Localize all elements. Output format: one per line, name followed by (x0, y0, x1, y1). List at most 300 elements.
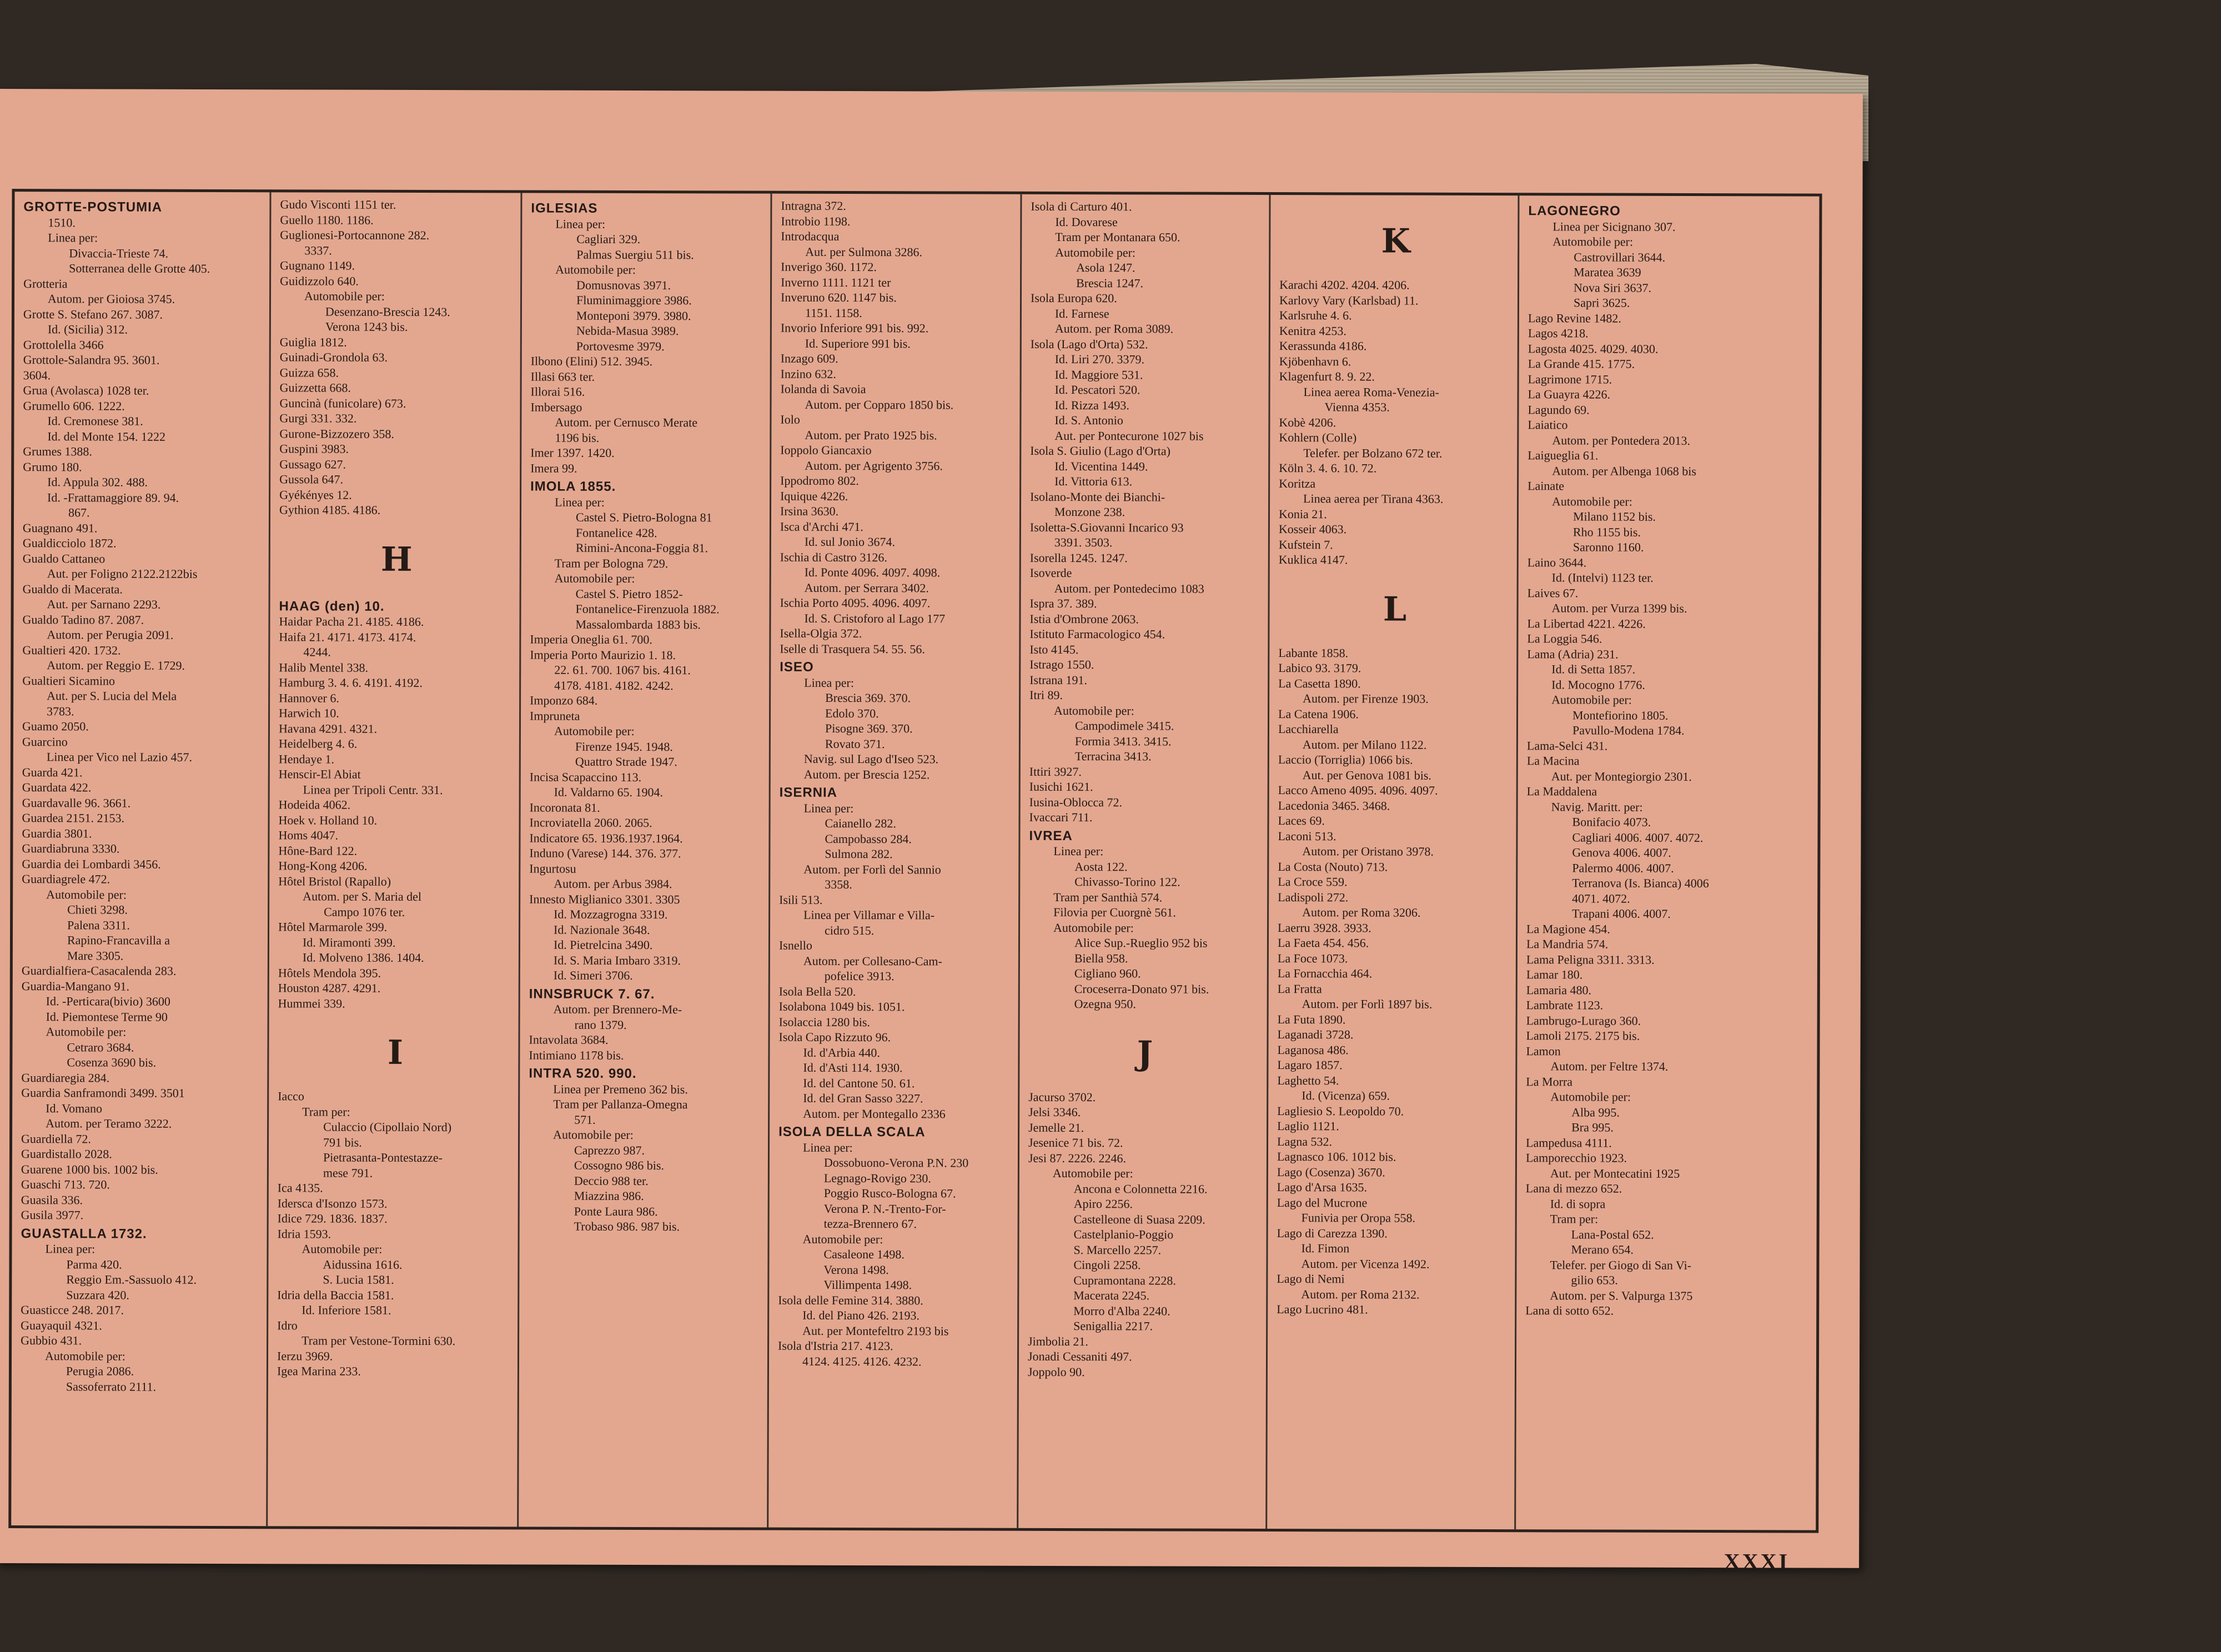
index-subentry: Id. Piemontese Terme 90 (46, 1009, 168, 1024)
index-entry: Guasila 336. (21, 1192, 83, 1207)
index-subentry: Automobile per: (1052, 1166, 1133, 1181)
index-entry: La Loggia 546. (1527, 631, 1602, 646)
index-subentry: Autom. per Montegallo 2336 (803, 1106, 946, 1121)
index-entry: Ittiri 3927. (1029, 764, 1082, 779)
index-destination: Cetraro 3684. (67, 1040, 134, 1055)
index-destination: Domusnovas 3971. (576, 278, 671, 292)
index-subentry: Linea per: (555, 495, 605, 509)
index-subentry: Automobile per: (554, 571, 635, 585)
index-entry: Ingurtosu (529, 861, 576, 876)
index-destination: Montefiorino 1805. (1572, 707, 1669, 722)
index-entry: Ippodromo 802. (780, 473, 859, 488)
index-subentry: Navig. Maritt. per: (1551, 799, 1643, 814)
index-entry: Lampedusa 4111. (1526, 1135, 1612, 1150)
index-entry: La Magione 454. (1526, 921, 1610, 936)
index-destination: tezza-Brennero 67. (823, 1216, 917, 1231)
index-subentry: Id. -Perticara(bivio) 3600 (46, 994, 170, 1008)
index-destination: Cossogno 986 bis. (574, 1158, 664, 1173)
index-entry: Guarene 1000 bis. 1002 bis. (21, 1162, 158, 1177)
index-destination: Pavullo-Modena 1784. (1572, 723, 1685, 737)
index-subentry: Id. Mocogno 1776. (1551, 677, 1645, 692)
index-destination: Castrovillari 3644. (1574, 249, 1666, 264)
index-destination: rano 1379. (574, 1017, 627, 1032)
index-subentry: Id. d'Arbia 440. (803, 1045, 880, 1060)
index-subentry: 3783. (47, 704, 74, 718)
index-entry: Introbio 1198. (781, 214, 851, 228)
index-entry: Jemelle 21. (1028, 1120, 1084, 1134)
index-entry: Lacchiarella (1278, 722, 1339, 736)
index-destination: Vienna 4353. (1324, 400, 1390, 414)
index-entry: Isola S. Giulio (Lago d'Orta) (1030, 443, 1170, 458)
index-destination: Fluminimaggiore 3986. (576, 293, 692, 308)
index-entry: La Fornacchia 464. (1277, 966, 1373, 981)
index-destination: Campo 1076 ter. (324, 905, 405, 919)
index-subentry: Id. Vittoria 613. (1054, 474, 1133, 489)
index-entry: Lago Revine 1482. (1527, 310, 1621, 325)
index-subentry: Id. d'Asti 114. 1930. (803, 1060, 903, 1075)
index-entry: Innesto Miglianico 3301. 3305 (529, 892, 680, 906)
index-entry: Klagenfurt 8. 9. 22. (1279, 369, 1375, 384)
index-destination: Brescia 1247. (1076, 275, 1144, 290)
index-subentry: Autom. per S. Valpurga 1375 (1550, 1288, 1693, 1303)
index-destination: Palena 3311. (67, 917, 130, 932)
index-subentry: Aut. per Montecatini 1925 (1550, 1166, 1680, 1181)
index-entry: Gurone-Bizzozero 358. (279, 426, 394, 441)
index-subentry: Id. Molveno 1386. 1404. (302, 950, 424, 965)
index-destination: Verona 1243 bis. (325, 319, 408, 334)
index-entry: Laghetto 54. (1277, 1073, 1339, 1087)
index-destination: Legnago-Rovigo 230. (823, 1171, 931, 1185)
index-subentry: Telefer. per Giogo di San Vi- (1550, 1257, 1692, 1272)
index-destination: Bonifacio 4073. (1572, 815, 1651, 829)
index-entry: Indicatore 65. 1936.1937.1964. (529, 831, 683, 845)
index-entry: Hendaye 1. (278, 751, 335, 766)
index-entry: Guardavalle 96. 3661. (22, 795, 131, 810)
index-entry: Lambrate 1123. (1526, 998, 1604, 1012)
index-entry: Laccio (Torriglia) 1066 bis. (1278, 752, 1413, 767)
index-entry: Intavolata 3684. (529, 1032, 609, 1047)
index-entry: Gualdo di Macerata. (22, 581, 123, 596)
index-destination: Maratea 3639 (1574, 265, 1641, 279)
index-subentry: Id. Dovarese (1055, 214, 1118, 229)
page-number: XXXI (1723, 1549, 1790, 1574)
index-destination: Villimpenta 1498. (823, 1277, 912, 1292)
index-subentry: 1196 bis. (555, 430, 600, 445)
index-entry: Intragna 372. (781, 198, 846, 213)
index-entry: Hoek v. Holland 10. (278, 812, 378, 827)
index-destination: Cagliari 4006. 4007. 4072. (1572, 830, 1704, 845)
index-entry: 3604. (23, 368, 51, 382)
index-heading: GROTTE-POSTUMIA (23, 199, 163, 215)
index-entry: Ioppolo Giancaxio (780, 443, 872, 458)
index-subentry: Linea aerea per Tirana 4363. (1303, 491, 1444, 506)
index-subentry: Autom. per Gioiosa 3745. (47, 292, 175, 306)
index-subentry: Automobile per: (46, 887, 127, 902)
index-destination: Milano 1152 bis. (1572, 509, 1656, 524)
index-entry: Gyékényes 12. (279, 487, 352, 502)
index-entry: Lagnasco 106. 1012 bis. (1277, 1149, 1396, 1164)
index-entry: La Grande 415. 1775. (1527, 356, 1635, 371)
index-destination: Sulmona 282. (825, 846, 893, 861)
index-entry: Guamo 2050. (22, 719, 89, 734)
index-entry: Lacedonia 3465. 3468. (1278, 798, 1390, 813)
index-entry: Hamburg 3. 4. 6. 4191. 4192. (279, 675, 423, 690)
index-entry: Iolanda di Savoia (780, 381, 866, 396)
index-entry: Inverigo 360. 1172. (781, 259, 877, 274)
index-entry: Itri 89. (1029, 687, 1063, 702)
index-entry: Lama-Selci 431. (1526, 738, 1608, 753)
index-subentry: Autom. per Copparo 1850 bis. (805, 397, 954, 411)
index-subentry: Tram per Pallanza-Omegna (553, 1097, 688, 1112)
index-entry: Guiglia 1812. (279, 334, 347, 349)
index-heading: IVREA (1029, 828, 1073, 843)
index-destination: Massalombarda 1883 bis. (575, 617, 701, 631)
index-destination: Castel S. Pietro 1852- (575, 586, 683, 601)
index-entry: Iselle di Trasquera 54. 55. 56. (780, 641, 925, 656)
index-destination: Biella 958. (1074, 951, 1128, 965)
index-subentry: Autom. per Vurza 1399 bis. (1551, 601, 1687, 615)
index-subentry: Linea per: (802, 1140, 853, 1154)
index-column-2 (268, 192, 522, 1527)
index-subentry: Automobile per: (302, 1242, 383, 1256)
index-entry: Incoronata 81. (529, 800, 600, 815)
index-destination: Formia 3413. 3415. (1074, 734, 1172, 749)
index-entry: Lago (Cosenza) 3670. (1277, 1164, 1385, 1179)
index-entry: Guardia 3801. (22, 826, 92, 840)
index-entry: Lainate (1527, 479, 1565, 493)
section-letter: J (1137, 1033, 1153, 1073)
index-subentry: Linea per Villamar e Villa- (803, 907, 935, 922)
index-subentry: Automobile per: (44, 1348, 125, 1363)
index-destination: Campodimele 3415. (1074, 719, 1174, 733)
index-entry: Jelsi 3346. (1028, 1104, 1081, 1119)
index-entry: Gussola 647. (279, 472, 344, 486)
index-entry: Ischia di Castro 3126. (780, 550, 887, 564)
index-entry: Guidizzolo 640. (280, 273, 359, 288)
index-entry: Henscir-El Abiat (278, 767, 361, 781)
index-destination: 791 bis. (323, 1135, 362, 1149)
index-entry: Lago d'Arsa 1635. (1277, 1180, 1368, 1194)
index-entry: La Maddalena (1526, 784, 1597, 799)
index-subentry: Autom. per Pontedecimo 1083 (1054, 581, 1204, 596)
index-entry: Isella-Olgia 372. (780, 626, 862, 641)
index-entry: Inveruno 620. 1147 bis. (780, 290, 897, 305)
index-entry: Gualdo Tadino 87. 2087. (22, 612, 144, 627)
index-destination: Edolo 370. (825, 706, 879, 720)
index-entry: Isili 513. (779, 892, 823, 907)
index-entry: Ilbono (Elini) 512. 3945. (530, 354, 653, 369)
index-entry: Impruneta (530, 709, 580, 723)
index-entry: Guardistallo 2028. (21, 1147, 112, 1161)
index-subentry: Autom. per Roma 2132. (1301, 1287, 1420, 1302)
index-entry: Guarda 421. (22, 765, 83, 779)
index-entry: Laigueglia 61. (1527, 448, 1599, 463)
index-entry: Laganosa 486. (1277, 1042, 1349, 1057)
index-entry: Lamaria 480. (1526, 982, 1592, 997)
index-destination: Desenzano-Brescia 1243. (325, 304, 450, 319)
index-entry: La Costa (Nouto) 713. (1278, 859, 1388, 874)
index-subentry: Autom. per Teramo 3222. (46, 1116, 172, 1131)
index-entry: Guardia Sanframondi 3499. 3501 (21, 1086, 185, 1100)
index-entry: La Guayra 4226. (1527, 387, 1611, 401)
index-entry: Isolaccia 1280 bis. (778, 1015, 870, 1029)
index-destination: 3358. (825, 877, 852, 892)
index-destination: Firenze 1945. 1948. (575, 739, 673, 754)
index-subentry: Aut. per S. Lucia del Mela (47, 689, 177, 703)
index-entry: Kufstein 7. (1278, 537, 1333, 551)
index-entry: Guardia dei Lombardi 3456. (22, 856, 161, 871)
index-entry: Iusichi 1621. (1029, 779, 1093, 794)
index-subentry: Autom. per Perugia 2091. (47, 627, 174, 642)
index-subentry: Automobile per: (1550, 1089, 1631, 1104)
index-destination: Terracina 3413. (1074, 749, 1152, 764)
index-entry: Lagundo 69. (1527, 402, 1590, 416)
index-subentry: Autom. per Firenze 1903. (1303, 691, 1429, 706)
index-entry: Ischia Porto 4095. 4096. 4097. (780, 595, 931, 610)
index-entry: Isola delle Femine 314. 3880. (778, 1293, 923, 1307)
index-destination: 4071. 4072. (1572, 891, 1630, 906)
index-entry: Illasi 663 ter. (530, 369, 595, 384)
index-subentry: Id. Liri 270. 3379. (1054, 352, 1145, 366)
index-entry: Isoletta-S.Giovanni Incarico 93 (1029, 520, 1184, 535)
index-subentry: Automobile per: (1552, 494, 1632, 509)
index-destination: mese 791. (323, 1166, 373, 1180)
index-subentry: Linea per: (1053, 843, 1104, 858)
index-entry: Isola di Carturo 401. (1031, 199, 1132, 214)
index-entry: Idro (277, 1318, 298, 1332)
index-entry: Idersca d'Isonzo 1573. (277, 1196, 388, 1211)
index-subentry: Autom. per Brennero-Me- (553, 1002, 682, 1017)
index-entry: Jacurso 3702. (1028, 1089, 1096, 1104)
index-entry: Guardata 422. (22, 780, 92, 795)
index-entry: Grotte S. Stefano 267. 3087. (23, 307, 163, 322)
index-subentry: Linea aerea Roma-Venezia- (1303, 384, 1439, 399)
index-destination: Cingoli 2258. (1073, 1258, 1141, 1272)
index-entry: Laconi 513. (1278, 828, 1336, 843)
index-entry: Imponzo 684. (530, 693, 598, 707)
index-entry: Lama (Adria) 231. (1527, 646, 1619, 661)
index-entry: Grottole-Salandra 95. 3601. (23, 353, 160, 367)
index-destination: 571. (574, 1112, 596, 1127)
index-entry: Guizza 658. (279, 365, 339, 380)
index-entry: Istia d'Ombrone 2063. (1029, 611, 1139, 626)
index-entry: La Casetta 1890. (1278, 676, 1361, 690)
index-destination: Fontanelice-Firenzuola 1882. (575, 601, 720, 616)
index-subentry: Telefer. per Bolzano 672 ter. (1303, 445, 1443, 460)
index-entry: Lagrimone 1715. (1527, 371, 1612, 386)
index-destination: pofelice 3913. (824, 968, 895, 983)
index-subentry: Automobile per: (554, 724, 635, 738)
index-entry: Karlovy Vary (Karlsbad) 11. (1279, 293, 1419, 308)
index-entry: Hannover 6. (279, 690, 339, 705)
index-entry: Hummei 339. (278, 996, 345, 1011)
index-entry: Isola (Lago d'Orta) 532. (1030, 337, 1148, 351)
index-subentry: Id. di sopra (1550, 1196, 1606, 1211)
index-entry: Idria della Baccia 1581. (277, 1287, 394, 1302)
index-destination: Cagliari 329. (576, 232, 641, 247)
index-subentry: Id. S. Maria Imbaro 3319. (553, 953, 681, 967)
index-subentry: Id. Farnese (1054, 306, 1109, 320)
index-entry: Inzago 609. (780, 351, 838, 365)
index-entry: Guardea 2151. 2153. (22, 811, 125, 825)
index-destination: Caprezzo 987. (574, 1143, 645, 1157)
index-destination: Deccio 988 ter. (574, 1173, 649, 1188)
index-destination: Apiro 2256. (1073, 1197, 1133, 1211)
index-subentry: Autom. per Oristano 3978. (1302, 844, 1434, 858)
index-entry: Köln 3. 4. 6. 10. 72. (1279, 461, 1377, 475)
index-entry: Induno (Varese) 144. 376. 377. (529, 846, 681, 861)
index-subentry: Id. Simeri 3706. (553, 968, 633, 982)
index-entry: Ivaccari 711. (1029, 810, 1093, 825)
index-subentry: Tram per Santhià 574. (1053, 890, 1163, 904)
index-entry: Grotteria (23, 276, 68, 290)
index-entry: Gussago 627. (279, 456, 346, 471)
index-entry: Isola Europa 620. (1030, 290, 1117, 305)
index-entry: La Croce 559. (1278, 875, 1348, 889)
index-destination: Saronno 1160. (1572, 540, 1644, 554)
index-entry: Gusila 3977. (21, 1208, 84, 1222)
index-entry: Hôtels Mendola 395. (278, 965, 381, 980)
index-destination: Suzzara 420. (66, 1287, 129, 1302)
index-entry: Guarcino (22, 734, 68, 749)
index-entry: La Foce 1073. (1277, 951, 1348, 965)
index-entry: Inzino 632. (780, 366, 836, 381)
index-entry: La Libertad 4221. 4226. (1527, 616, 1646, 631)
index-heading: INNSBRUCK 7. 67. (529, 986, 655, 1002)
index-destination: Cigliano 960. (1074, 966, 1141, 981)
index-subentry: Id. Cremonese 381. (47, 414, 143, 428)
index-subentry: Autom. per Roma 3206. (1302, 905, 1421, 920)
index-entry: Guardiaregia 284. (21, 1070, 110, 1085)
index-destination: Rovato 371. (825, 736, 885, 751)
index-subentry: Id. Appula 302. 488. (47, 475, 148, 489)
index-entry: Isola Capo Rizzuto 96. (778, 1030, 891, 1045)
index-destination: Castelleone di Suasa 2209. (1073, 1212, 1205, 1227)
index-subentry: Id. Pescatori 520. (1054, 382, 1140, 397)
index-subentry: Automobile per: (555, 262, 636, 277)
index-destination: Trobaso 986. 987 bis. (574, 1219, 680, 1234)
index-entry: Kjöbenhavn 6. (1279, 354, 1351, 368)
index-destination: Casaleone 1498. (823, 1247, 905, 1262)
index-subentry: 22. 61. 700. 1067 bis. 4161. (554, 662, 691, 677)
index-entry: Gualdo Cattaneo (22, 551, 105, 565)
index-entry: Idice 729. 1836. 1837. (277, 1211, 388, 1226)
index-entry: Laces 69. (1278, 814, 1325, 828)
index-subentry: Linea per Tripoli Centr. 331. (303, 782, 443, 797)
index-entry: Imbersago (530, 400, 582, 414)
index-entry: Harwich 10. (279, 706, 339, 720)
index-heading: ISERNIA (779, 785, 838, 800)
index-destination: Caianello 282. (825, 816, 896, 831)
index-destination: Verona 1498. (823, 1262, 889, 1277)
index-entry: Haidar Pacha 21. 4185. 4186. (279, 614, 424, 629)
index-subentry: Linea per: (555, 217, 606, 231)
index-destination: Fontanelice 428. (575, 525, 657, 540)
index-subentry: Id. Ponte 4096. 4097. 4098. (804, 565, 941, 580)
index-entry: Lamon (1526, 1043, 1561, 1058)
index-entry: Laiatico (1527, 418, 1568, 432)
index-subentry: Autom. per Feltre 1374. (1550, 1059, 1669, 1073)
index-entry: Illorai 516. (530, 384, 585, 399)
index-entry: Isorella 1245. 1247. (1029, 550, 1128, 565)
index-entry: Isto 4145. (1029, 642, 1079, 656)
index-subentry: 1151. 1158. (805, 305, 862, 320)
index-entry: Karachi 4202. 4204. 4206. (1279, 278, 1410, 292)
index-destination: Ponte Laura 986. (574, 1204, 658, 1218)
index-entry: Guayaquil 4321. (21, 1318, 102, 1332)
index-subentry: Linea per: (804, 675, 855, 690)
index-destination: Terranova (Is. Bianca) 4006 (1572, 876, 1709, 891)
index-subentry: 4124. 4125. 4126. 4232. (802, 1354, 922, 1368)
index-destination: Cupramontana 2228. (1073, 1273, 1176, 1288)
index-destination: Sotterranea delle Grotte 405. (69, 261, 210, 275)
index-entry: Irsina 3630. (780, 504, 839, 518)
index-entry: Gualtieri 420. 1732. (22, 642, 121, 657)
index-entry: Ladispoli 272. (1278, 890, 1349, 904)
index-destination: S. Lucia 1581. (323, 1272, 394, 1287)
index-entry: Laglio 1121. (1277, 1119, 1339, 1133)
index-entry: Iacco (278, 1089, 304, 1103)
index-destination: cidro 515. (825, 923, 875, 937)
index-entry: Guspini 3983. (279, 441, 349, 456)
index-subentry: Autom. per Prato 1925 bis. (805, 428, 937, 442)
index-destination: Campobasso 284. (825, 831, 912, 846)
index-subentry: Navig. sul Lago d'Iseo 523. (803, 751, 939, 766)
index-destination: Asola 1247. (1076, 260, 1135, 275)
index-subentry: Aut. per Genova 1081 bis. (1302, 767, 1431, 782)
index-entry: Hong-Kong 4206. (278, 858, 368, 873)
index-subentry: Automobile per: (304, 289, 385, 303)
index-destination: Monteponi 3979. 3980. (576, 308, 691, 323)
section-letter: H (380, 540, 413, 579)
index-entry: Hône-Bard 122. (278, 843, 358, 858)
index-entry: Guinadi-Grondola 63. (279, 350, 388, 364)
index-entry: Joppolo 90. (1027, 1364, 1085, 1379)
index-subentry: Funivia per Oropa 558. (1301, 1211, 1416, 1225)
index-destination: Merano 654. (1571, 1242, 1634, 1257)
index-entry: Istrago 1550. (1029, 657, 1094, 672)
index-entry: Kosseir 4063. (1278, 522, 1347, 536)
index-entry: Guardia-Mangano 91. (21, 978, 130, 993)
index-subentry: Autom. per Reggio E. 1729. (47, 658, 185, 672)
index-subentry: Aut. per Montegiorgio 2301. (1551, 769, 1692, 784)
index-entry: Isolano-Monte dei Bianchi- (1030, 489, 1165, 504)
index-destination: Palmas Suergiu 511 bis. (576, 247, 694, 262)
index-subentry: Linea per Sicignano 307. (1552, 219, 1676, 234)
index-column-5 (1018, 194, 1270, 1529)
index-entry: Isolabona 1049 bis. 1051. (778, 999, 905, 1014)
index-subentry: Id. del Monte 154. 1222 (47, 429, 166, 444)
index-subentry: Id. S. Antonio (1054, 413, 1123, 428)
index-entry: Houston 4287. 4291. (278, 981, 381, 995)
index-subentry: Tram per Bologna 729. (554, 556, 669, 570)
index-subentry: Id. Superiore 991 bis. (805, 336, 911, 350)
index-subentry: 3391. 3503. (1054, 535, 1113, 550)
index-entry: Gubbio 431. (21, 1333, 82, 1348)
index-destination: Palermo 4006. 4007. (1572, 860, 1674, 875)
index-entry: Incroviatella 2060. 2065. (529, 815, 652, 830)
index-subentry: Id. -Frattamaggiore 89. 94. (47, 490, 179, 505)
index-subentry: Id. (Sicilia) 312. (47, 322, 128, 337)
index-entry: Grottolella 3466 (23, 337, 104, 352)
index-entry: Iusina-Oblocca 72. (1029, 795, 1123, 809)
index-subentry: Automobile per: (1551, 692, 1632, 707)
index-subentry: Id. Vicentina 1449. (1054, 459, 1148, 473)
index-entry: Lacco Ameno 4095. 4096. 4097. (1278, 783, 1438, 797)
index-destination: Lana-Postal 652. (1571, 1227, 1654, 1242)
index-subentry: 1510. (48, 215, 76, 229)
index-entry: Isca d'Archi 471. (780, 519, 863, 534)
